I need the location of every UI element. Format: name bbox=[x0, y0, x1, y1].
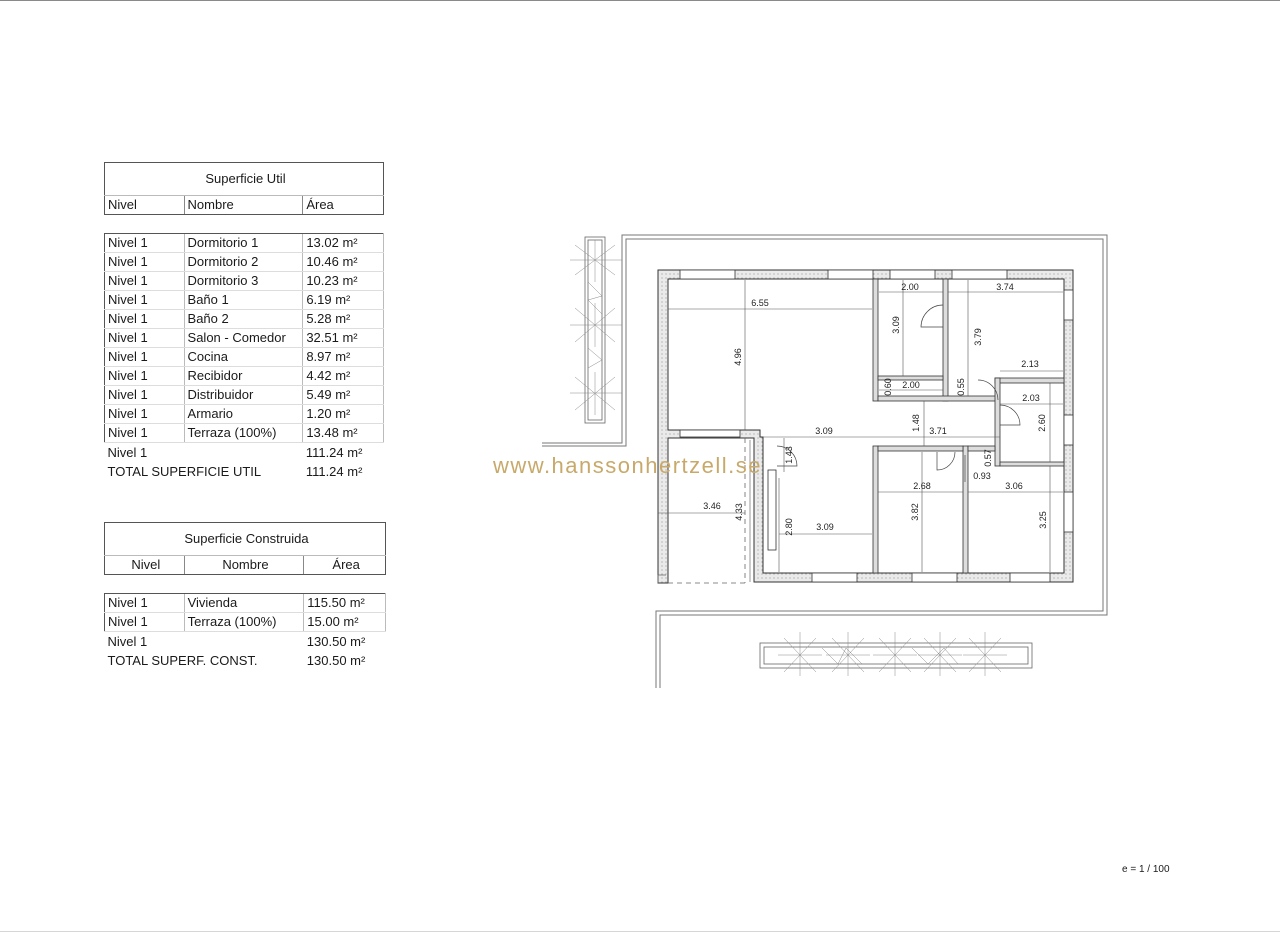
subtotal-nivel: Nivel 1 bbox=[107, 633, 148, 649]
dim-label: 1.48 bbox=[911, 414, 921, 432]
subtotal-area: 111.24 m² bbox=[305, 444, 363, 460]
area-cell: 5.28 m² bbox=[303, 310, 384, 329]
area-cell: 6.19 m² bbox=[303, 291, 384, 310]
interior-walls bbox=[873, 279, 1064, 573]
nivel-cell: Nivel 1 bbox=[105, 367, 185, 386]
area-cell: 8.97 m² bbox=[303, 348, 384, 367]
area-cell: 5.49 m² bbox=[303, 386, 384, 405]
header-nombre: Nombre bbox=[184, 556, 304, 575]
nivel-cell: Nivel 1 bbox=[105, 594, 185, 613]
dim-label: 3.79 bbox=[973, 328, 983, 346]
area-cell: 13.48 m² bbox=[303, 424, 384, 443]
dim-label: 2.68 bbox=[913, 481, 931, 491]
header-nivel: Nivel bbox=[105, 556, 185, 575]
nivel-cell: Nivel 1 bbox=[105, 386, 185, 405]
dim-label: 2.60 bbox=[1037, 414, 1047, 432]
nivel-cell: Nivel 1 bbox=[105, 310, 185, 329]
dim-label: 3.06 bbox=[1005, 481, 1023, 491]
planter-left bbox=[570, 237, 622, 423]
nivel-cell: Nivel 1 bbox=[105, 348, 185, 367]
header-area: Área bbox=[303, 196, 384, 215]
dim-label: 3.09 bbox=[815, 426, 833, 436]
nivel-cell: Nivel 1 bbox=[105, 613, 185, 632]
nombre-cell: Distribuidor bbox=[184, 386, 303, 405]
dim-label: 3.71 bbox=[929, 426, 947, 436]
nivel-cell: Nivel 1 bbox=[105, 329, 185, 348]
nombre-cell: Terraza (100%) bbox=[184, 424, 303, 443]
dim-label: 2.13 bbox=[1021, 359, 1039, 369]
area-cell: 10.23 m² bbox=[303, 272, 384, 291]
watermark: www.hanssonhertzell.se bbox=[493, 453, 763, 478]
nombre-cell: Recibidor bbox=[184, 367, 303, 386]
dim-label: 1.43 bbox=[784, 446, 794, 464]
header-nombre: Nombre bbox=[184, 196, 303, 215]
dim-label: 3.82 bbox=[910, 503, 920, 521]
nombre-cell: Cocina bbox=[184, 348, 303, 367]
area-cell: 10.46 m² bbox=[303, 253, 384, 272]
area-cell: 13.02 m² bbox=[303, 234, 384, 253]
dim-label: 0.55 bbox=[956, 378, 966, 396]
dim-label: 6.55 bbox=[751, 298, 769, 308]
scale-label: e = 1 / 100 bbox=[1122, 864, 1170, 875]
area-cell: 115.50 m² bbox=[304, 594, 386, 613]
total-label: TOTAL SUPERF. CONST. bbox=[107, 652, 258, 668]
dim-label: 0.57 bbox=[983, 449, 993, 467]
total-label: TOTAL SUPERFICIE UTIL bbox=[107, 463, 262, 479]
total-area: 111.24 m² bbox=[305, 463, 363, 479]
nombre-cell: Dormitorio 1 bbox=[184, 234, 303, 253]
nombre-cell: Baño 1 bbox=[184, 291, 303, 310]
dim-label: 2.00 bbox=[902, 380, 920, 390]
bottom-border-line bbox=[0, 931, 1280, 932]
nombre-cell: Dormitorio 2 bbox=[184, 253, 303, 272]
nivel-cell: Nivel 1 bbox=[105, 424, 185, 443]
area-cell: 32.51 m² bbox=[303, 329, 384, 348]
nombre-cell: Baño 2 bbox=[184, 310, 303, 329]
nombre-cell: Terraza (100%) bbox=[184, 613, 304, 632]
subtotal-nivel: Nivel 1 bbox=[107, 444, 148, 460]
total-area: 130.50 m² bbox=[306, 652, 366, 668]
nombre-cell: Dormitorio 3 bbox=[184, 272, 303, 291]
nivel-cell: Nivel 1 bbox=[105, 291, 185, 310]
nombre-cell: Armario bbox=[184, 405, 303, 424]
nivel-cell: Nivel 1 bbox=[105, 253, 185, 272]
superficie-construida-title: Superficie Construida bbox=[105, 523, 386, 556]
dim-label: 0.93 bbox=[973, 471, 991, 481]
dim-label: 3.25 bbox=[1038, 511, 1048, 529]
nivel-cell: Nivel 1 bbox=[105, 234, 185, 253]
nombre-cell: Salon - Comedor bbox=[184, 329, 303, 348]
subtotal-area: 130.50 m² bbox=[306, 633, 366, 649]
dim-label: 3.46 bbox=[703, 501, 721, 511]
dim-label: 3.74 bbox=[996, 282, 1014, 292]
dim-label: 4.33 bbox=[734, 503, 744, 521]
area-cell: 15.00 m² bbox=[304, 613, 386, 632]
area-cell: 4.42 m² bbox=[303, 367, 384, 386]
dim-label: 2.00 bbox=[901, 282, 919, 292]
dim-label: 3.09 bbox=[816, 522, 834, 532]
header-nivel: Nivel bbox=[105, 196, 185, 215]
dim-label: 3.09 bbox=[891, 316, 901, 334]
dim-label: 0.60 bbox=[883, 378, 893, 396]
nombre-cell: Vivienda bbox=[184, 594, 304, 613]
dim-label: 2.03 bbox=[1022, 393, 1040, 403]
area-cell: 1.20 m² bbox=[303, 405, 384, 424]
nivel-cell: Nivel 1 bbox=[105, 272, 185, 291]
dim-label: 2.80 bbox=[784, 518, 794, 536]
header-area: Área bbox=[304, 556, 386, 575]
dim-label: 4.96 bbox=[733, 348, 743, 366]
superficie-util-title: Superficie Util bbox=[105, 163, 384, 196]
nivel-cell: Nivel 1 bbox=[105, 405, 185, 424]
exterior-walls bbox=[658, 270, 1073, 583]
planter-bottom bbox=[760, 632, 1032, 676]
